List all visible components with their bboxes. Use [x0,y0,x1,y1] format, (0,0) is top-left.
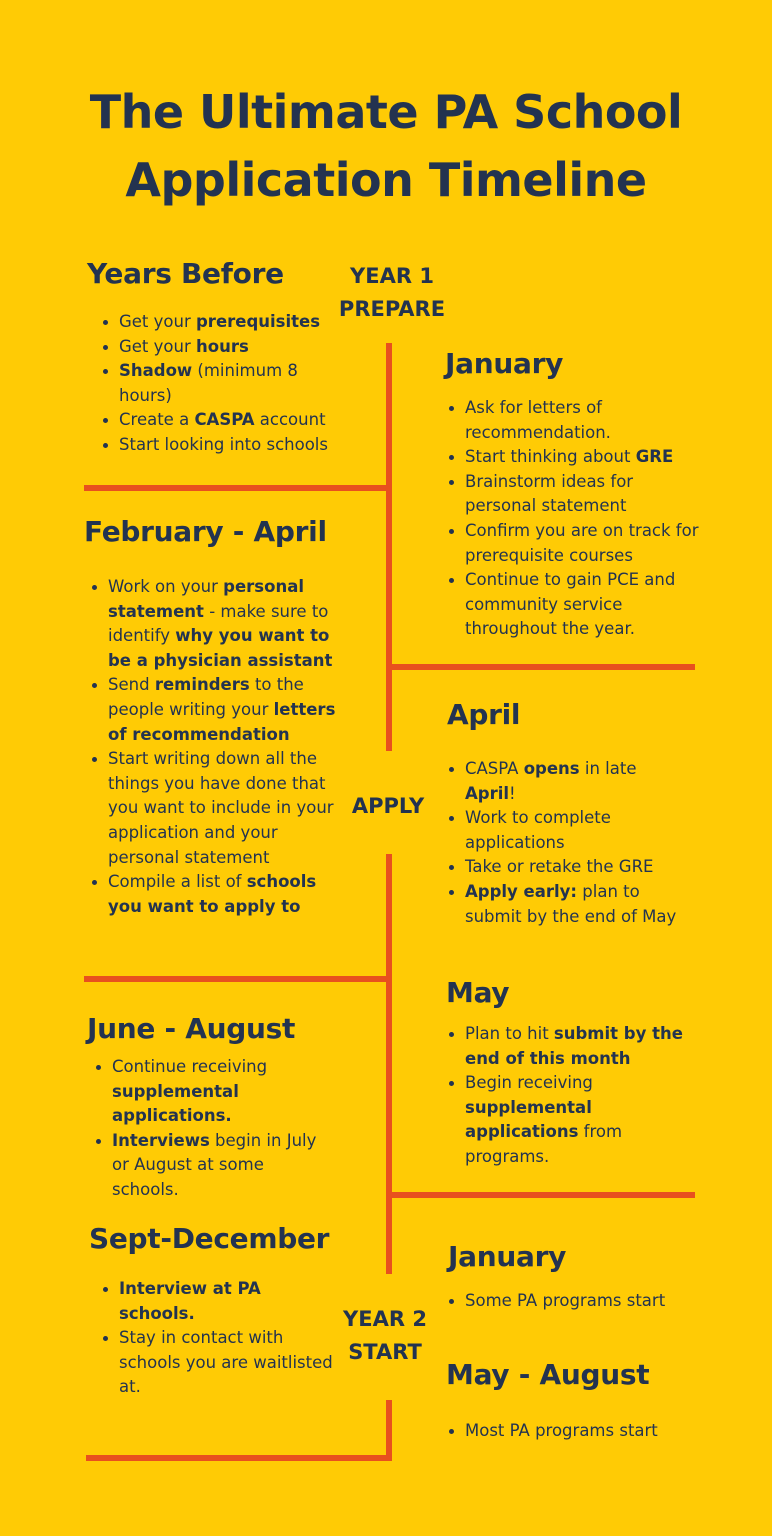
list-years-before [101,310,339,458]
text: Start looking into schools [119,434,328,454]
list-item [90,870,342,919]
text: - make sure to identify [108,601,329,646]
connector-january [389,664,695,670]
text: Confirm you are on track for prerequisite courses [465,520,699,565]
list-item [447,1289,707,1314]
list-item [101,1277,341,1326]
list-february-april [90,575,342,919]
bold-text: Interviews [112,1130,210,1150]
text: CASPA [465,759,524,778]
timeline-spine-1 [386,343,392,751]
list-item [447,1071,701,1169]
heading-sept-december: Sept-December [89,1222,330,1255]
list-item [94,1055,328,1129]
bold-text: why you want to be a physician assistant [108,626,333,670]
text: Start writing down all the things you have done that you want to include in your application and your personal statement [108,749,334,867]
text: plan to submit by the end of May [465,881,677,926]
text: Work to complete applications [465,808,611,852]
text: Begin receiving [465,1073,593,1093]
title-line-2: Application Timeline [125,153,647,207]
connector-may [389,1192,695,1198]
connector-feb-april [84,976,390,982]
text: Get your [119,312,196,331]
list-item [90,673,342,747]
list-item [101,1326,341,1400]
text: Create a [119,410,195,430]
list-sept-december [101,1277,341,1400]
bold-text: supplemental applications [465,1097,592,1142]
list-item [447,519,699,568]
bold-text: GRE [635,447,674,467]
list-item [90,575,342,673]
list-item [447,568,699,642]
text: Get your [119,336,196,356]
heading-may: May [446,976,510,1009]
connector-end [86,1455,392,1461]
connector-years-before [84,485,390,491]
bold-text: April [465,783,510,803]
bold-text: letters of recommendation [108,699,336,744]
phase-start-label: START [348,1340,422,1364]
list-january-year-1 [447,396,699,642]
title-line-1: The Ultimate PA School [89,85,683,139]
bold-text: supplemental applications. [112,1081,239,1126]
list-item [447,396,699,445]
phase-prepare-label: PREPARE [338,297,446,321]
phase-year-2-label: YEAR 2 [343,1307,427,1331]
text: Compile a list of [108,872,247,892]
list-january-year-2 [447,1289,707,1314]
heading-january-year-2: January [448,1240,567,1273]
heading-years-before: Years Before [87,257,284,290]
list-item [447,1419,707,1444]
list-item [447,1022,701,1071]
text: Brainstorm ideas for personal statement [465,471,634,516]
page-title [0,78,772,214]
list-item [101,359,339,408]
text: Take or retake the GRE [465,857,654,877]
bold-text: reminders [154,675,250,695]
bold-text: opens [523,759,580,778]
text: Some PA programs start [465,1291,666,1310]
text: account [254,410,326,430]
list-item [447,470,699,519]
text: in late [579,759,637,778]
list-may [447,1022,701,1170]
timeline-spine-2 [386,854,392,1274]
list-item [447,757,683,806]
text: (minimum 8 hours) [119,361,298,405]
text: Send [108,675,155,695]
phase-year-1 [322,260,462,326]
text: Ask for letters of recommendation. [465,398,611,442]
list-item [90,747,342,870]
list-item [447,806,683,855]
text: Continue receiving [112,1057,268,1076]
list-item [447,445,699,470]
text: Continue to gain PCE and community service throughout the year. [465,570,676,639]
bold-text: Apply early: [465,881,578,901]
text: from programs. [465,1122,623,1166]
bold-text: personal statement [108,577,305,621]
bold-text: CASPA [194,410,255,430]
text: begin in July or August at some schools. [112,1130,317,1199]
bold-text: prerequisites [196,312,321,331]
text: Work on your [108,577,224,596]
bold-text: Shadow [119,361,193,381]
list-item [94,1129,328,1203]
heading-february-april: February - April [84,515,327,548]
heading-april: April [447,698,521,731]
bold-text: hours [196,336,249,356]
heading-january-year-1: January [445,347,564,380]
heading-may-august: May - August [446,1358,650,1391]
list-item [101,408,339,433]
bold-text: Interview at PA schools. [119,1279,261,1323]
text: Start thinking about [465,447,636,467]
text: to the people writing your [108,675,304,719]
text: Most PA programs start [465,1421,658,1440]
bold-text: submit by the end of this month [465,1024,683,1068]
text: Stay in contact with schools you are waitlisted at. [119,1328,333,1397]
list-item [447,855,683,880]
list-item [101,433,339,458]
text: Plan to hit [465,1024,554,1043]
timeline-spine-3 [386,1400,392,1460]
text: ! [509,783,516,803]
phase-year-1-label: YEAR 1 [350,264,434,288]
list-item [447,880,683,929]
list-june-august [94,1055,328,1203]
list-item [101,310,339,335]
bold-text: schools you want to apply to [108,872,317,916]
phase-apply: APPLY [351,794,425,818]
list-april [447,757,683,929]
list-may-august [447,1419,707,1444]
list-item [101,335,339,360]
heading-june-august: June - August [87,1012,296,1045]
